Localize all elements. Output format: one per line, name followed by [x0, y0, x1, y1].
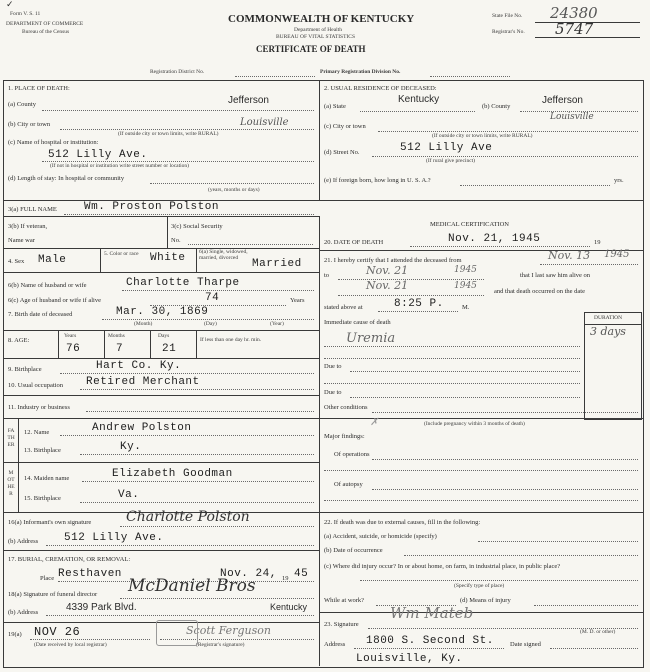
physician-address-city: Louisville, Ky.	[356, 653, 463, 665]
filed-date-note: (Date received by local registrar)	[34, 642, 107, 648]
birth-day-caption: (Day)	[204, 321, 217, 327]
informant-address-value: 512 Lilly Ave.	[64, 532, 164, 544]
date-signed-label: Date signed	[510, 641, 541, 648]
state-file-number: 24380	[550, 4, 598, 22]
death-date-value: Nov. 21, 1945	[448, 233, 541, 245]
attended-to-year: 1945	[454, 265, 477, 275]
duration-label: DURATION	[594, 315, 623, 321]
injury-place-label: (c) Where did injury occur? In or about home, on farm, in industrial place, in public place?	[324, 563, 561, 570]
age-years-label: Years	[64, 333, 77, 339]
birth-date-label: 7. Birth date of deceased	[8, 311, 73, 318]
physician-address-value: 1800 S. Second St.	[366, 635, 494, 647]
residence-label: 2. USUAL RESIDENCE OF DECEASED:	[324, 85, 437, 92]
document-title: COMMONWEALTH OF KENTUCKY	[228, 13, 415, 25]
death-date-label: 20. DATE OF DEATH	[324, 239, 384, 246]
full-name-value: Wm. Proston Polston	[84, 201, 219, 213]
age-days-label: Days	[158, 333, 170, 339]
physician-signature-label: 23. Signature	[324, 621, 359, 628]
social-security-no-label: No.	[171, 237, 181, 244]
accident-label: (a) Accident, suicide, or homicide (specify)	[324, 533, 437, 540]
hospital-label: (c) Name of hospital or institution:	[8, 139, 99, 146]
registrar-number: 5747	[555, 20, 594, 38]
funeral-director-address-value: 4339 Park Blvd.	[66, 602, 137, 613]
informant-label: 16(a) Informant's own signature	[8, 519, 92, 526]
residence-county-label: (b) County	[482, 103, 511, 110]
foreign-born-unit: yrs.	[614, 177, 624, 184]
residence-street-value: 512 Lilly Ave	[400, 142, 493, 154]
spouse-age-value: 74	[205, 292, 220, 304]
veteran-war-label: Name war	[8, 237, 35, 244]
duration-value: 3 days	[590, 325, 626, 338]
last-saw-alive-label: that I last saw him alive on	[520, 272, 591, 279]
informant-address-label: (b) Address	[8, 538, 39, 545]
filed-label: 19(a)	[8, 631, 22, 638]
residence-street-note: (If rural give precinct)	[426, 158, 476, 164]
department-line: DEPARTMENT OF COMMERCE	[6, 21, 84, 27]
birth-month-caption: (Month)	[134, 321, 153, 327]
age-months-value: 7	[116, 343, 124, 355]
physician-signature: Wm Mateb	[390, 604, 474, 622]
burial-year-prefix: 19	[282, 575, 289, 582]
attended-from-value: Nov. 13	[548, 249, 591, 262]
stated-time-value: 8:25 P.	[394, 298, 444, 310]
md-note: (M. D. or other)	[580, 629, 616, 635]
burial-place-label: Place	[40, 575, 55, 582]
father-name-label: 12. Name	[24, 429, 50, 436]
attended-label: 21. I hereby certify that I attended the deceased from	[324, 257, 462, 264]
registrar-stamp-icon	[156, 620, 198, 646]
age-months-label: Months	[108, 333, 125, 339]
hospital-value: 512 Lilly Ave.	[48, 149, 148, 161]
filed-date-stamp: NOV 26	[34, 625, 81, 639]
marital-status-value: Married	[252, 258, 302, 270]
length-of-stay-label: (d) Length of stay: In hospital or community	[8, 175, 125, 182]
mother-birthplace-value: Va.	[118, 489, 140, 501]
death-year-prefix: 19	[594, 239, 601, 246]
occupation-label: 10. Usual occupation	[8, 382, 64, 389]
funeral-director-signature: McDaniel Bros	[128, 576, 256, 596]
death-county-label: (a) County	[8, 101, 36, 108]
stated-above-label: stated above at	[324, 304, 363, 311]
death-city-note: (If outside city or town limits, write RURAL)	[118, 131, 219, 137]
funeral-director-label: 18(a) Signature of funeral director	[8, 591, 98, 598]
father-name-value: Andrew Polston	[92, 422, 192, 434]
sex-value: Male	[38, 254, 67, 266]
birthplace-label: 9. Birthplace	[8, 366, 42, 373]
residence-state-label: (a) State	[324, 103, 346, 110]
bureau-vital-statistics: BUREAU OF VITAL STATISTICS	[276, 34, 356, 40]
medical-certification-title: MEDICAL CERTIFICATION	[430, 221, 509, 228]
funeral-director-address-label: (b) Address	[8, 609, 39, 616]
immediate-cause-value: Uremia	[346, 331, 396, 346]
social-security-label: 3(c) Social Security	[171, 223, 223, 230]
marital-status-label: 6(a) Single, widowed, married, divorced	[199, 249, 248, 261]
residence-city-value: Louisville	[550, 112, 594, 122]
bureau-line: Bureau of the Census	[22, 29, 70, 35]
place-of-death-label: 1. PLACE OF DEATH:	[8, 85, 70, 92]
attended-from-year: 1945	[604, 249, 630, 260]
autopsy-label: Of autopsy	[334, 481, 363, 488]
stated-time-unit: M.	[462, 304, 470, 311]
other-conditions-label: Other conditions	[324, 404, 368, 411]
residence-county-value: Jefferson	[542, 95, 583, 106]
veteran-label: 3(b) If veteran,	[8, 223, 48, 230]
residence-city-label: (c) City or town	[324, 123, 366, 130]
faint-mark: ✗	[370, 417, 379, 428]
mother-side-label: MOTHER	[7, 470, 15, 497]
informant-signature: Charlotte Polston	[126, 509, 250, 525]
birth-date-value: Mar. 30, 1869	[116, 306, 209, 318]
length-of-stay-note: (years, months or days)	[208, 187, 260, 193]
registrar-signature: Scott Ferguson	[186, 624, 271, 637]
death-occurred-label: and that death occurred on the date	[494, 288, 585, 295]
check-mark-icon: ✓	[6, 0, 14, 9]
father-birthplace-label: 13. Birthplace	[24, 447, 61, 454]
date-occurrence-label: (b) Date of occurrence	[324, 547, 383, 554]
residence-state-value: Kentucky	[398, 94, 440, 105]
age-years-value: 76	[66, 343, 81, 355]
death-city-value: Louisville	[240, 117, 289, 128]
age-less-than-day-note: If less than one day hr. min.	[200, 337, 262, 343]
while-at-work-label: While at work?	[324, 597, 365, 604]
registration-district-label: Registration District No.	[150, 69, 205, 75]
spouse-age-label: 6(c) Age of husband or wife if alive	[8, 297, 101, 304]
age-label: 8. AGE:	[8, 337, 30, 344]
burial-label: 17. BURIAL, CREMATION, OR REMOVAL:	[8, 556, 131, 563]
residence-street-label: (d) Street No.	[324, 149, 360, 156]
state-file-label: State File No.	[492, 13, 523, 19]
sex-label: 4. Sex	[8, 258, 25, 265]
last-saw-alive-year: 1945	[454, 281, 477, 291]
injury-place-note: (Specify type of place)	[454, 583, 505, 589]
certificate-title: CERTIFICATE OF DEATH	[256, 44, 366, 54]
pregnancy-note: (Include pregnancy within 3 months of death)	[424, 421, 525, 427]
mother-name-label: 14. Maiden name	[24, 475, 70, 482]
spouse-name-label: 6(b) Name of husband or wife	[8, 282, 87, 289]
death-county-value: Jefferson	[228, 95, 269, 106]
mother-birthplace-label: 15. Birthplace	[24, 495, 61, 502]
immediate-cause-label: Immediate cause of death	[324, 319, 391, 326]
due-to-label-2: Due to	[324, 389, 342, 396]
hospital-note: (If not in hospital or institution write street number or location)	[50, 163, 189, 169]
means-of-injury-label: (d) Means of injury	[460, 597, 511, 604]
registrar-no-label: Registrar's No.	[492, 29, 525, 35]
registrar-signature-note: (Registrar's signature)	[196, 642, 245, 648]
burial-place-value: Resthaven	[58, 568, 122, 580]
physician-address-label: Address	[324, 641, 346, 648]
external-causes-label: 22. If death was due to external causes, fill in the following:	[324, 519, 481, 526]
color-race-label: 5. Color or race	[104, 251, 139, 257]
occupation-value: Retired Merchant	[86, 376, 200, 388]
attended-to-label: to	[324, 272, 330, 279]
industry-label: 11. Industry or business	[8, 404, 70, 411]
age-days-value: 21	[162, 343, 177, 355]
residence-city-note: (If outside city or town limits, write RURAL)	[432, 133, 533, 139]
birth-year-caption: (Year)	[270, 321, 284, 327]
spouse-name-value: Charlotte Tharpe	[126, 277, 240, 289]
father-side-label: FATHER	[7, 428, 15, 448]
spouse-age-unit: Years	[290, 297, 305, 304]
form-number: Form V. S. 11	[10, 11, 41, 17]
primary-registration-label: Primary Registration Division No.	[320, 69, 401, 75]
last-saw-alive-value: Nov. 21	[366, 279, 409, 292]
color-race-value: White	[150, 252, 186, 264]
due-to-label-1: Due to	[324, 363, 342, 370]
mother-name-value: Elizabeth Goodman	[112, 468, 233, 480]
father-birthplace-value: Ky.	[120, 441, 142, 453]
foreign-born-label: (e) If foreign born, how long in U. S. A.?	[324, 177, 431, 184]
major-findings-label: Major findings:	[324, 433, 365, 440]
operations-label: Of operations	[334, 451, 370, 458]
birthplace-value: Hart Co. Ky.	[96, 360, 182, 372]
full-name-label: 3(a) FULL NAME	[8, 206, 57, 213]
funeral-director-address-state: Kentucky	[270, 602, 308, 612]
department-of-health: Department of Health	[294, 27, 342, 33]
burial-year-value: 45	[294, 568, 309, 580]
death-city-label: (b) City or town	[8, 121, 51, 128]
attended-to-value: Nov. 21	[366, 264, 409, 277]
burial-date-value: Nov. 24,	[220, 568, 277, 580]
